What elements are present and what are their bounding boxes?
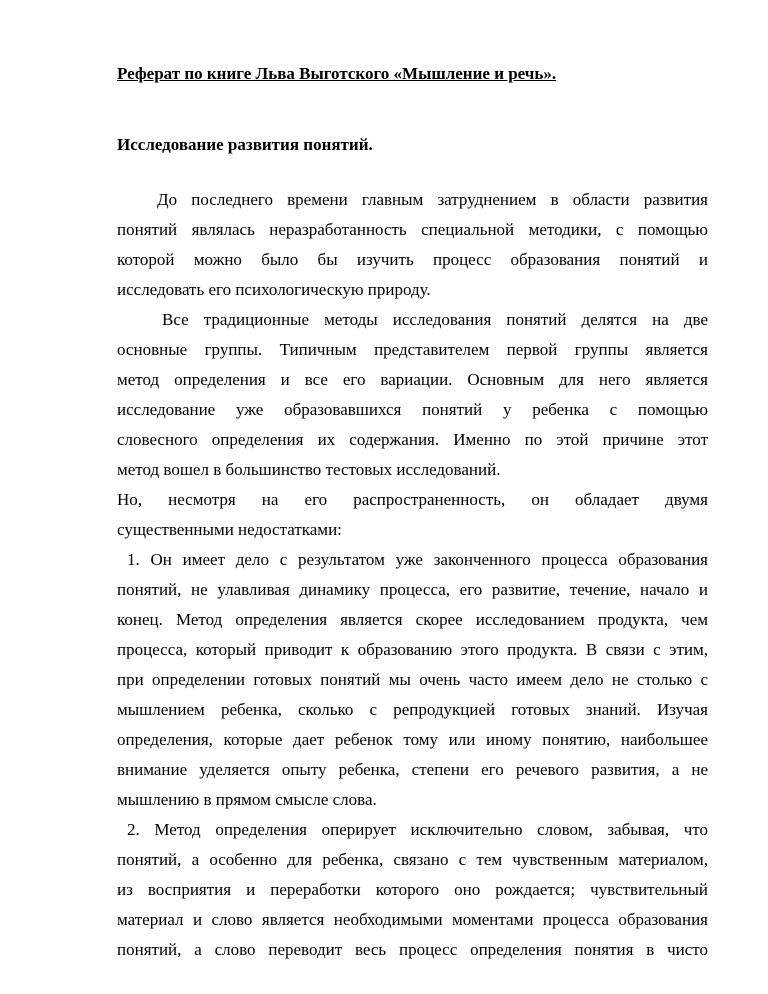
text-line: Все традиционные методы исследования понятий делятся на две <box>162 310 708 329</box>
text-line: метод вошел в большинство тестовых исследований. <box>117 460 501 479</box>
text-line: исследовать его психологическую природу. <box>117 280 431 299</box>
text-line: мышлением ребенка, сколько с репродукцией готовых знаний. Изучая <box>117 700 708 719</box>
document-title: Реферат по книге Льва Выготского «Мышление и речь». <box>117 64 557 83</box>
text-line: понятий, а слово переводит весь процесс определения понятия в чисто <box>117 940 708 959</box>
text-line: мышлению в прямом смысле слова. <box>117 790 377 809</box>
text-line: метод определения и все его вариации. Основным для него является <box>117 370 708 389</box>
section-heading: Исследование развития понятий. <box>117 135 373 154</box>
text-line: словесного определения их содержания. Именно по этой причине этот <box>117 430 708 449</box>
text-line: существенными недостатками: <box>117 520 342 539</box>
text-line: при определении готовых понятий мы очень часто имеем дело не столько с <box>117 670 708 689</box>
text-line: из восприятия и переработки которого оно рождается; чувствительный <box>117 880 708 899</box>
text-line: исследование уже образовавшихся понятий у ребенка с помощью <box>117 400 708 419</box>
text-line: понятий, не улавливая динамику процесса, его развитие, течение, начало и <box>117 580 708 599</box>
text-line: 1. Он имеет дело с результатом уже законченного процесса образования <box>127 550 708 569</box>
text-line: которой можно было бы изучить процесс образования понятий и <box>117 250 708 269</box>
text-line: процесса, который приводит к образованию этого продукта. В связи с этим, <box>117 640 708 659</box>
text-line: внимание уделяется опыту ребенка, степени его речевого развития, а не <box>117 760 708 779</box>
text-line: материал и слово является необходимыми моментами процесса образования <box>117 910 708 929</box>
text-line: До последнего времени главным затруднением в области развития <box>157 190 708 209</box>
text-line: конец. Метод определения является скорее исследованием продукта, чем <box>117 610 708 629</box>
text-line: Но, несмотря на его распространенность, он обладает двумя <box>117 490 708 509</box>
text-line: основные группы. Типичным представителем первой группы является <box>117 340 708 359</box>
body-text <box>117 189 708 969</box>
text-line: понятий, а особенно для ребенка, связано с тем чувственным материалом, <box>117 850 708 869</box>
text-line: 2. Метод определения оперирует исключительно словом, забывая, что <box>127 820 708 839</box>
text-line: понятий являлась неразработанность специальной методики, с помощью <box>117 220 708 239</box>
text-line: определения, которые дает ребенок тому или иному понятию, наибольшее <box>117 730 708 749</box>
